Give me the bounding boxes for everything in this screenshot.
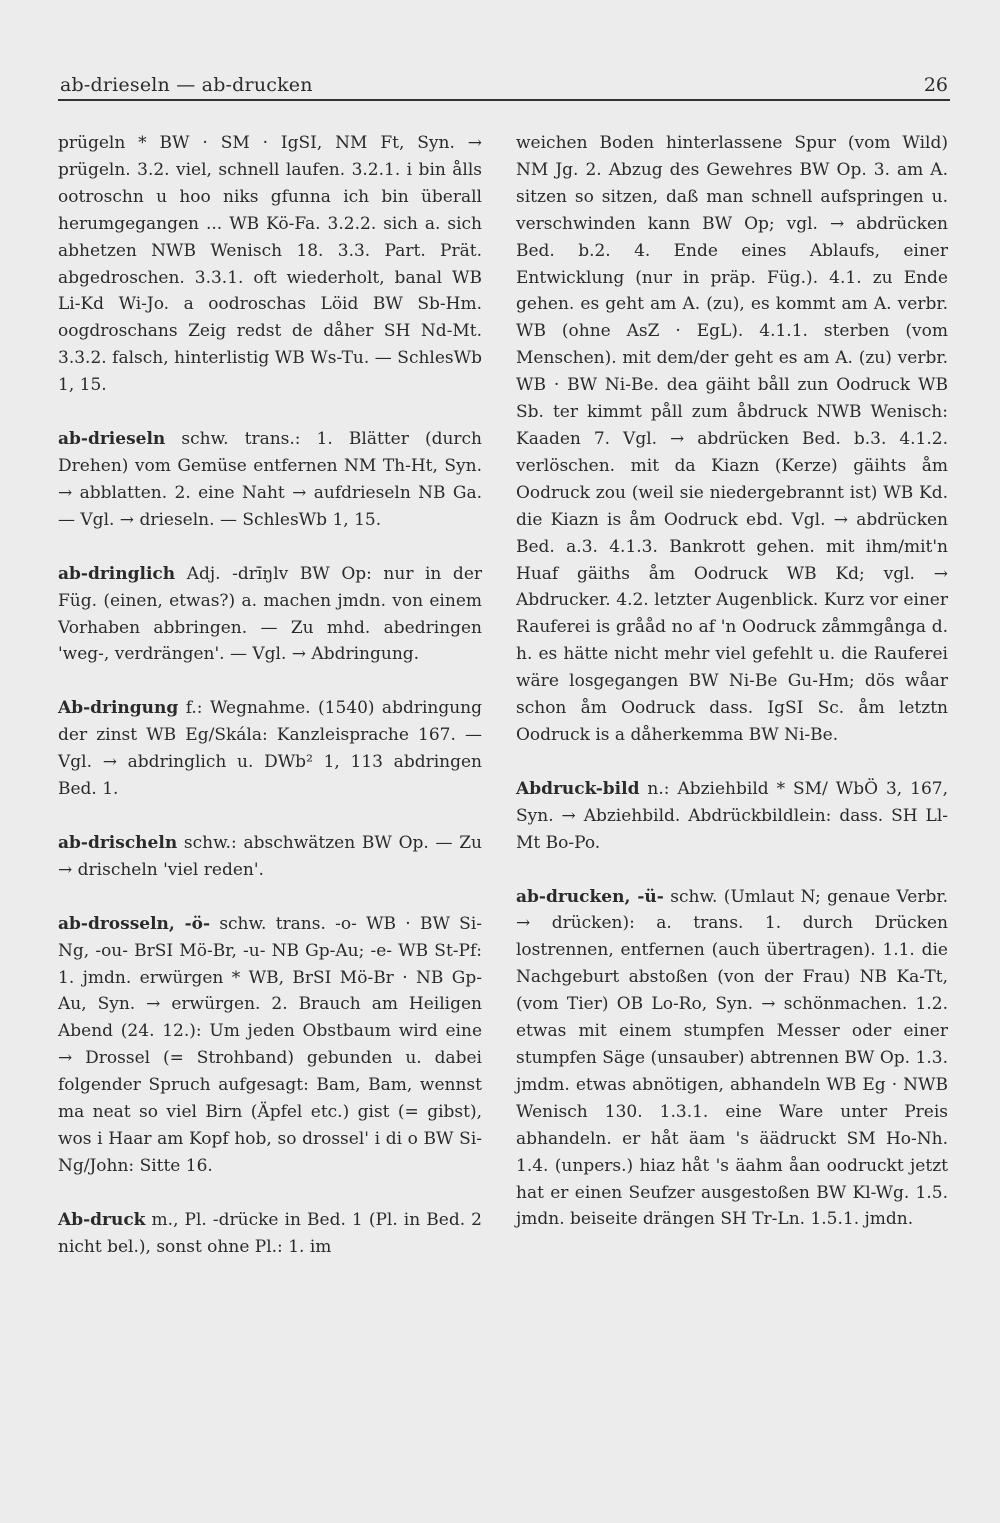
entry-ab-drieseln	[58, 426, 482, 534]
right-column	[516, 130, 948, 1233]
header-rule	[58, 99, 950, 101]
running-head	[58, 72, 950, 98]
entry-text: schw. trans. -o- WB · BW Si-Ng, -ou- BrSI Mö-Br, -u- NB Gp-Au; -e- WB St-Pf: 1. jmdn. erwürgen * WB, BrSI Mö-Br · NB Gp-Au, Syn. → erwürgen. 2. Brauch am Heiligen Abend (24. 12.): Um jeden Obstbaum wird eine → Drossel (= Strohband) gebunden u. dabei folgender Spruch aufgesagt: Bam, Bam, wennst ma neat so viel Birn (Äpfel etc.) gist (= gibst), wos i Haar am Kopf hob, so drossel' i di o BW Si-Ng/John: Sitte 16.	[58, 913, 482, 1176]
left-column	[58, 130, 482, 1261]
entry-text: f.: Wegnahme. (1540) abdringung der zinst WB Eg/Skála: Kanzleisprache 167. — Vgl. → abdringlich u. DWb² 1, 113 abdringen Bed. 1.	[58, 698, 483, 800]
entry-ab-dringung	[58, 695, 482, 803]
headword: ab-drieseln	[58, 429, 166, 450]
entry-abdruck-bild	[516, 776, 948, 857]
headword: Abdruck-bild	[516, 778, 640, 799]
entry-text: schw.: abschwätzen BW Op. — Zu → drischeln 'viel reden'.	[58, 832, 482, 880]
headword: ab-drosseln, -ö-	[58, 913, 211, 934]
entry-ab-drischeln	[58, 830, 482, 884]
entry-continuation	[516, 130, 948, 749]
entry-text: Adj. -drīŋlv BW Op: nur in der Füg. (einen, etwas?) a. machen jmdn. von einem Vorhaben abbringen. — Zu mhd. abedringen 'weg-, verdrängen'. — Vgl. → Abdringung.	[58, 563, 483, 665]
entry-ab-drosseln	[58, 911, 482, 1180]
entry-ab-druck	[58, 1207, 482, 1261]
entry-text: weichen Boden hinterlassene Spur (vom Wild) NM Jg. 2. Abzug des Gewehres BW Op. 3. am A. sitzen so sitzen, daß man schnell aufspringen u. verschwinden kann BW Op; vgl. → abdrücken Bed. b.2. 4. Ende eines Ablaufs, einer Entwicklung (nur in präp. Füg.). 4.1. zu Ende gehen. es geht am A. (zu), es kommt am A. verbr. WB (ohne AsZ · EgL). 4.1.1. sterben (vom Menschen). mit dem/der geht es am A. (zu) verbr. WB · BW Ni-Be. dea gäiht båll zun Oodruck WB Sb. ter kimmt påll zum åbdruck NWB Wenisch: Kaaden 7. Vgl. → abdrücken Bed. b.3. 4.1.2. verlöschen. mit da Kiazn (Kerze) gäihts åm Oodruck zou (weil sie niedergebrannt ist) WB Kd. die Kiazn is åm Oodruck ebd. Vgl. → abdrücken Bed. a.3. 4.1.3. Bankrott gehen. mit ihm/mit'n Huaf gäiths åm Oodruck WB Kd; vgl. → Abdrucker. 4.2. letzter Augenblick. Kurz vor einer Rauferei is grååd no af 'n Oodruck zåmmgånga d. h. es hätte nicht mehr viel gefehlt u. die Rauferei wäre losgegangen BW Ni-Be Gu-Hm; dös wåar schon åm Oodruck dass. IgSI Sc. åm letztn Oodruck is a dåherkemma BW Ni-Be.	[516, 133, 948, 745]
headword: ab-dringlich	[58, 563, 176, 584]
entry-text: schw. (Umlaut N; genaue Verbr. → drücken): a. trans. 1. durch Drücken lostrennen, entfernen (auch übertragen). 1.1. die Nachgeburt abstoßen (von der Frau) NB Ka-Tt, (vom Tier) OB Lo-Ro, Syn. → schönmachen. 1.2. etwas mit einem stumpfen Messer oder einer stumpfen Säge (unsauber) abtrennen BW Op. 1.3. jmdm. etwas abnötigen, abhandeln WB Eg · NWB Wenisch 130. 1.3.1. eine Ware unter Preis abhandeln. er håt äam 's äädruckt SM Ho-Nh. 1.4. (unpers.) hiaz håt 's äahm åan oodruckt jetzt hat er einen Seufzer ausgestoßen BW Kl-Wg. 1.5. jmdn. beiseite drängen SH Tr-Ln. 1.5.1. jmdn.	[516, 886, 949, 1230]
headword: Ab-druck	[58, 1209, 146, 1230]
entry-ab-drucken	[516, 884, 948, 1234]
headword: ab-drucken, -ü-	[516, 886, 664, 907]
running-head-title: ab-drieseln — ab-drucken	[60, 74, 313, 96]
entry-text: schw. trans.: 1. Blätter (durch Drehen) vom Gemüse entfernen NM Th-Ht, Syn. → abblatten. 2. eine Naht → aufdrieseln NB Ga. — Vgl. → drieseln. — SchlesWb 1, 15.	[58, 429, 483, 530]
page-number: 26	[923, 74, 948, 96]
entry-text: prügeln * BW · SM · IgSI, NM Ft, Syn. → prügeln. 3.2. viel, schnell laufen. 3.2.1. i bin ålls ootroschn u hoo niks gfunna ich bin überall herumgegangen ... WB Kö-Fa. 3.2.2. sich a. sich abhetzen NWB Wenisch 18. 3.3. Part. Prät. abgedroschen. 3.3.1. oft wiederholt, banal WB Li-Kd Wi-Jo. a oodroschas Löid BW Sb-Hm. oogdroschans Zeig redst de dåher SH Nd-Mt. 3.3.2. falsch, hinterlistig WB Ws-Tu. — SchlesWb 1, 15.	[58, 133, 482, 396]
headword: Ab-dringung	[58, 698, 179, 719]
entry-ab-dringlich	[58, 561, 482, 669]
headword: ab-drischeln	[58, 832, 178, 853]
entry-text: n.: Abziehbild * SM/ WbÖ 3, 167, Syn. → Abziehbild. Abdrückbildlein: dass. SH Ll-Mt Bo-Po.	[516, 778, 948, 853]
entry-text: m., Pl. -drücke in Bed. 1 (Pl. in Bed. 2 nicht bel.), sonst ohne Pl.: 1. im	[58, 1209, 482, 1257]
entry-continuation	[58, 130, 482, 399]
